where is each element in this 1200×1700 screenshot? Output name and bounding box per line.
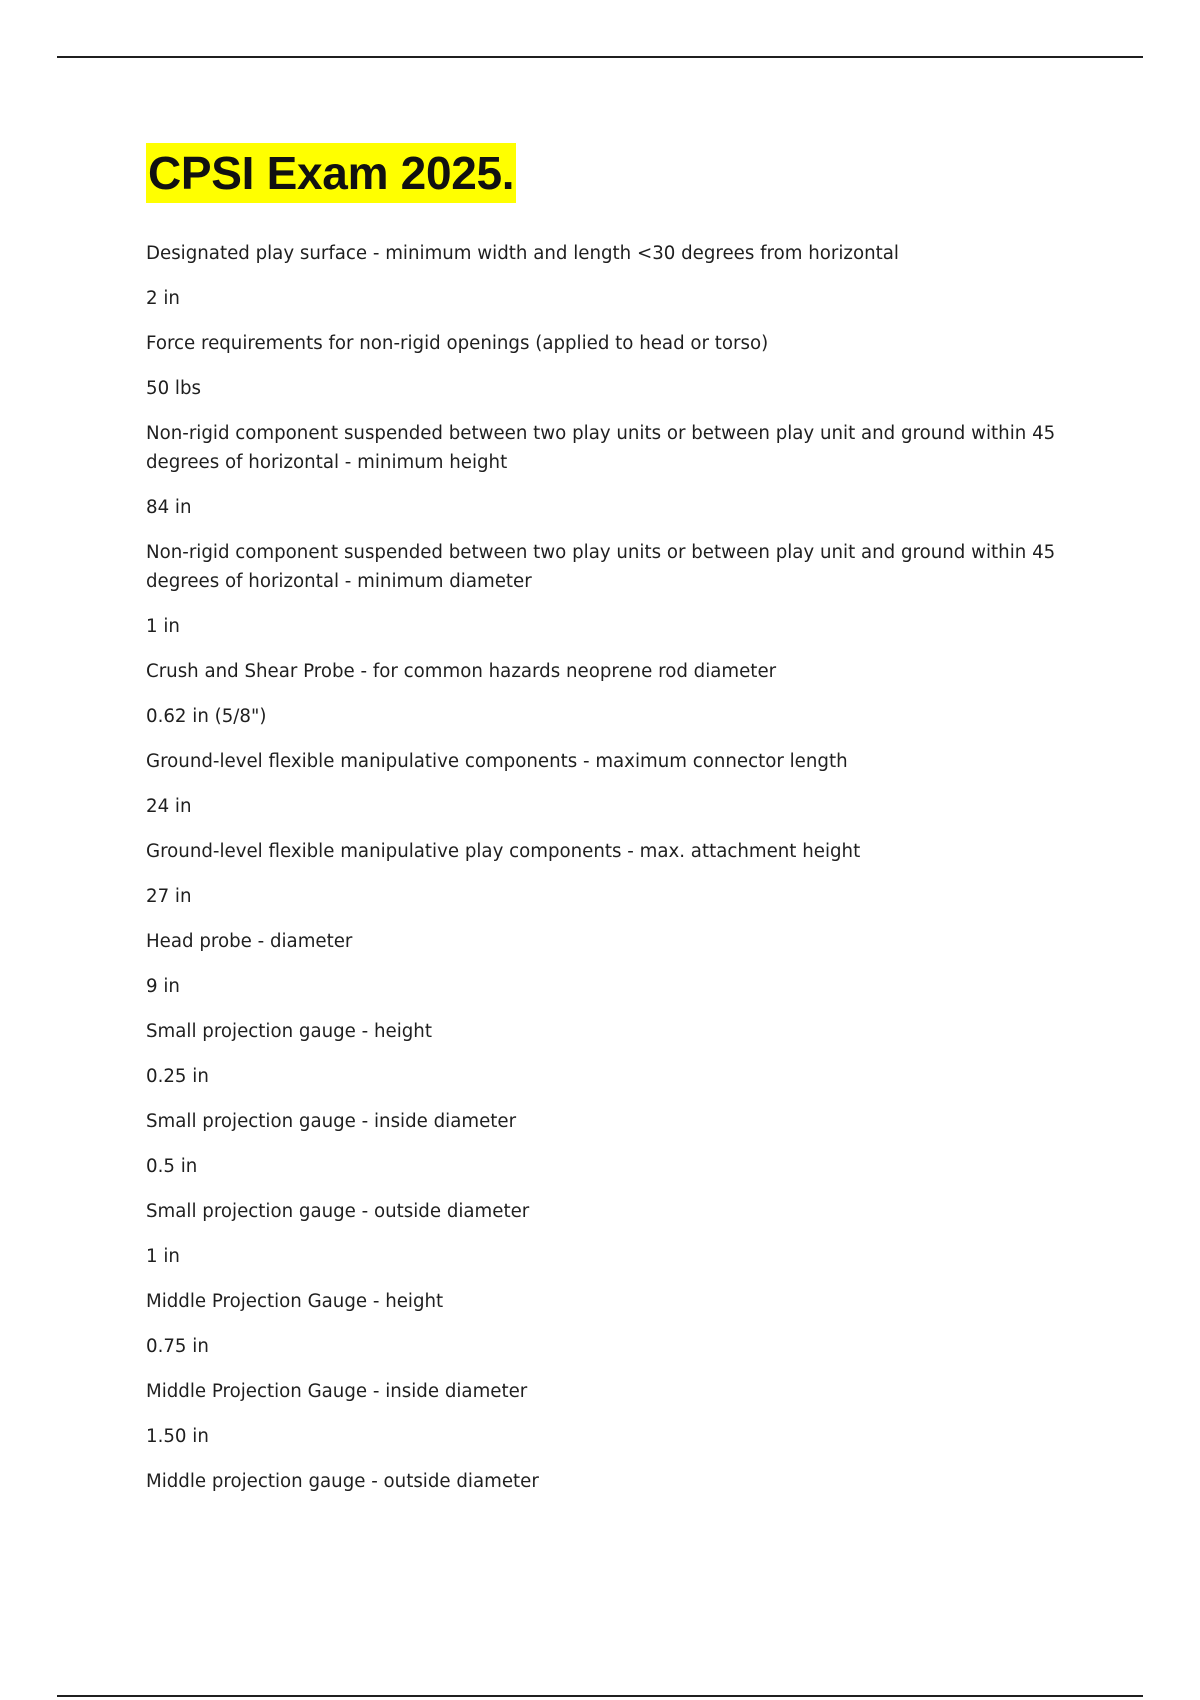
question-text: Crush and Shear Probe - for common hazards neoprene rod diameter (146, 661, 777, 682)
qa-item (146, 927, 1066, 1001)
qa-item (146, 657, 1066, 731)
question-text: Middle Projection Gauge - inside diameter (146, 1381, 528, 1402)
answer-text: 0.75 in (146, 1336, 209, 1357)
qa-item (146, 1197, 1066, 1271)
qa-item (146, 1107, 1066, 1181)
qa-item (146, 837, 1066, 911)
answer-text: 24 in (146, 796, 192, 817)
bottom-rule (57, 1695, 1143, 1697)
qa-list (146, 239, 1066, 1496)
question-text: Ground-level flexible manipulative play components - max. attachment height (146, 841, 861, 862)
question-text: Small projection gauge - height (146, 1021, 432, 1042)
answer-text: 0.62 in (5/8") (146, 706, 267, 727)
question-text: Middle Projection Gauge - height (146, 1291, 444, 1312)
answer-text: 9 in (146, 976, 180, 997)
answer-text: 1.50 in (146, 1426, 209, 1447)
question-text: Ground-level flexible manipulative components - maximum connector length (146, 751, 848, 772)
question-text: Head probe - diameter (146, 931, 353, 952)
question-text: Non-rigid component suspended between two play units or between play unit and ground within 45 degrees of horizontal - minimum height (146, 423, 1056, 473)
question-text: Force requirements for non-rigid openings (applied to head or torso) (146, 333, 769, 354)
qa-item (146, 1377, 1066, 1451)
question-text: Middle projection gauge - outside diameter (146, 1471, 539, 1492)
question-text: Designated play surface - minimum width and length <30 degrees from horizontal (146, 243, 899, 264)
qa-item (146, 239, 1066, 313)
qa-item (146, 1287, 1066, 1361)
question-text: Small projection gauge - outside diameter (146, 1201, 530, 1222)
qa-item (146, 1467, 1066, 1496)
top-rule (57, 56, 1143, 58)
qa-item (146, 1017, 1066, 1091)
qa-item (146, 419, 1066, 522)
document-title: CPSI Exam 2025. (146, 143, 516, 203)
document-body (146, 143, 1066, 1512)
answer-text: 1 in (146, 1246, 180, 1267)
qa-item (146, 329, 1066, 403)
answer-text: 50 lbs (146, 378, 201, 399)
question-text: Non-rigid component suspended between two play units or between play unit and ground within 45 degrees of horizontal - minimum diameter (146, 542, 1056, 592)
answer-text: 2 in (146, 288, 180, 309)
answer-text: 1 in (146, 616, 180, 637)
answer-text: 0.5 in (146, 1156, 198, 1177)
question-text: Small projection gauge - inside diameter (146, 1111, 517, 1132)
qa-item (146, 538, 1066, 641)
answer-text: 0.25 in (146, 1066, 209, 1087)
answer-text: 27 in (146, 886, 192, 907)
qa-item (146, 747, 1066, 821)
answer-text: 84 in (146, 497, 192, 518)
